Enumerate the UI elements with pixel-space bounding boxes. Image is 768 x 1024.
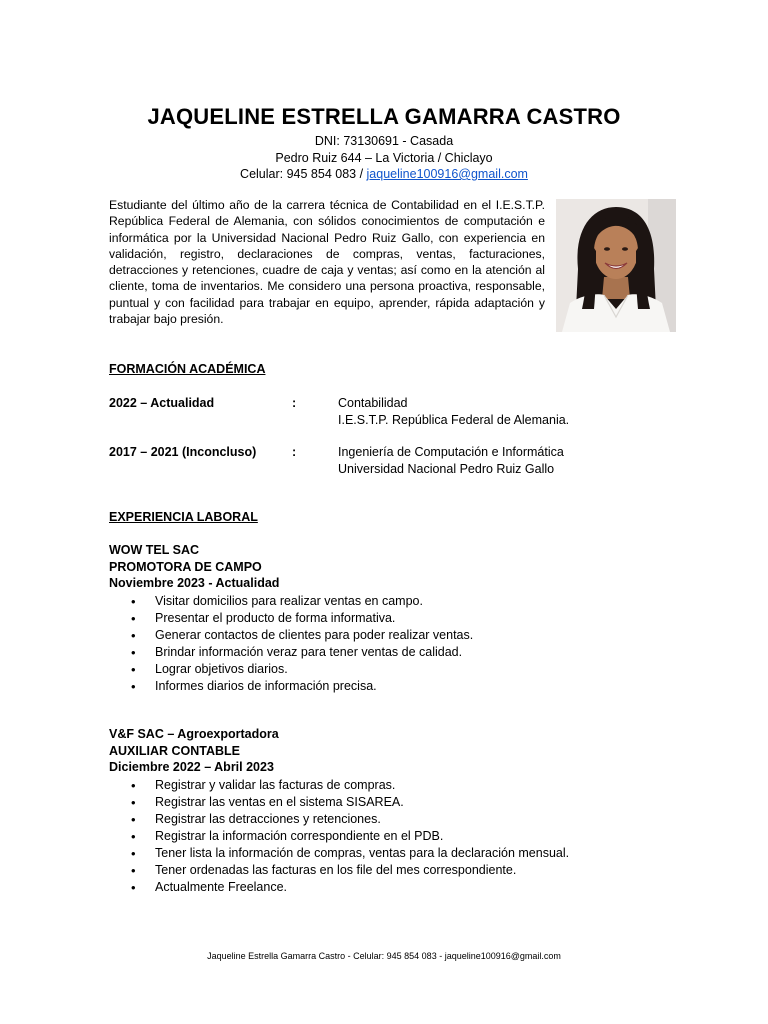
education-colon: : [292, 445, 297, 459]
bullet-icon: • [131, 627, 136, 643]
job-task [109, 845, 669, 862]
education-colon: : [292, 396, 297, 410]
experience-title: EXPERIENCIA LABORAL [109, 510, 258, 524]
job-task [109, 627, 669, 644]
job-task-text: Lograr objetivos diarios. [155, 661, 288, 676]
job-task-text: Generar contactos de clientes para poder realizar ventas. [155, 627, 474, 642]
education-detail [338, 395, 569, 428]
education-detail [338, 444, 564, 477]
job-task [109, 610, 669, 627]
job-company: WOW TEL SAC [109, 543, 200, 557]
job-task-text: Registrar las ventas en el sistema SISAREA. [155, 794, 404, 809]
education-title: FORMACIÓN ACADÉMICA [109, 362, 266, 376]
job-task-text: Registrar y validar las facturas de compras. [155, 777, 396, 792]
job-task-text: Brindar información veraz para tener ventas de calidad. [155, 644, 463, 659]
job-task [109, 661, 669, 678]
page-footer: Jaqueline Estrella Gamarra Castro - Celular: 945 854 083 - jaqueline100916@gmail.com [207, 951, 561, 961]
job-entry [109, 542, 669, 695]
bullet-icon: • [131, 593, 136, 609]
bullet-icon: • [131, 777, 136, 793]
job-task [109, 828, 669, 845]
job-task [109, 794, 669, 811]
job-task-text: Actualmente Freelance. [155, 879, 288, 894]
bullet-icon: • [131, 879, 136, 895]
job-task-text: Informes diarios de información precisa. [155, 678, 377, 693]
job-task [109, 777, 669, 794]
bullet-icon: • [131, 845, 136, 861]
education-institution: Universidad Nacional Pedro Ruiz Gallo [338, 461, 555, 476]
bullet-icon: • [131, 862, 136, 878]
bullet-icon: • [131, 794, 136, 810]
education-institution: I.E.S.T.P. República Federal de Alemania. [338, 412, 570, 427]
job-task-text: Tener lista la información de compras, ventas para la declaración mensual. [155, 845, 570, 860]
dni-line: DNI: 73130691 - Casada [314, 134, 454, 148]
education-period: 2022 – Actualidad [109, 396, 215, 410]
contact-block [0, 133, 768, 183]
job-task-list [109, 593, 669, 695]
address-line: Pedro Ruiz 644 – La Victoria / Chiclayo [275, 150, 493, 165]
phone-email-line [0, 166, 768, 183]
job-task-text: Registrar la información correspondiente en el PDB. [155, 828, 444, 843]
bullet-icon: • [131, 661, 136, 677]
job-task-list [109, 777, 669, 896]
job-task-text: Presentar el producto de forma informativa. [155, 610, 396, 625]
bullet-icon: • [131, 678, 136, 694]
job-task [109, 644, 669, 661]
job-company: V&F SAC – Agroexportadora [109, 727, 279, 741]
job-task [109, 879, 669, 896]
job-task-text: Tener ordenadas las facturas en los file del mes correspondiente. [155, 862, 517, 877]
job-task [109, 862, 669, 879]
profile-photo-image [556, 199, 676, 332]
job-dates: Noviembre 2023 - Actualidad [109, 576, 280, 590]
bullet-icon: • [131, 811, 136, 827]
email-link[interactable]: jaqueline100916@gmail.com [366, 167, 528, 181]
job-task-text: Registrar las detracciones y retenciones. [155, 811, 381, 826]
job-task [109, 811, 669, 828]
job-dates: Diciembre 2022 – Abril 2023 [109, 760, 274, 774]
job-task [109, 678, 669, 695]
profile-summary: Estudiante del último año de la carrera técnica de Contabilidad en el I.E.S.T.P. República Federal de Alemania, con sólidos conocimientos de computación e informática por la Universidad Nacional Pedro Ruiz Gallo, con experiencia en validación, registro, declaraciones de compras, ventas, facturaciones, detracciones y retenciones, cuadre de caja y ventas; así como en la atención al cliente, toma de inventarios. Me considero una persona proactiva, responsable, puntual y con facilidad para trabajar en equipo, aprender, rápida adaptación y trabajar bajo presión. [109, 198, 545, 327]
job-task-text: Visitar domicilios para realizar ventas en campo. [155, 593, 423, 608]
job-role: PROMOTORA DE CAMPO [109, 559, 262, 574]
bullet-icon: • [131, 644, 136, 660]
profile-photo [556, 199, 676, 332]
bullet-icon: • [131, 828, 136, 844]
education-period: 2017 – 2021 (Inconcluso) [109, 445, 257, 459]
education-program: Contabilidad [338, 396, 408, 410]
bullet-icon: • [131, 610, 136, 626]
job-entry [109, 726, 669, 896]
candidate-name: JAQUELINE ESTRELLA GAMARRA CASTRO [147, 104, 621, 129]
job-task [109, 593, 669, 610]
education-program: Ingeniería de Computación e Informática [338, 445, 564, 459]
phone-text: Celular: 945 854 083 / [240, 167, 367, 181]
job-role: AUXILIAR CONTABLE [109, 743, 241, 758]
